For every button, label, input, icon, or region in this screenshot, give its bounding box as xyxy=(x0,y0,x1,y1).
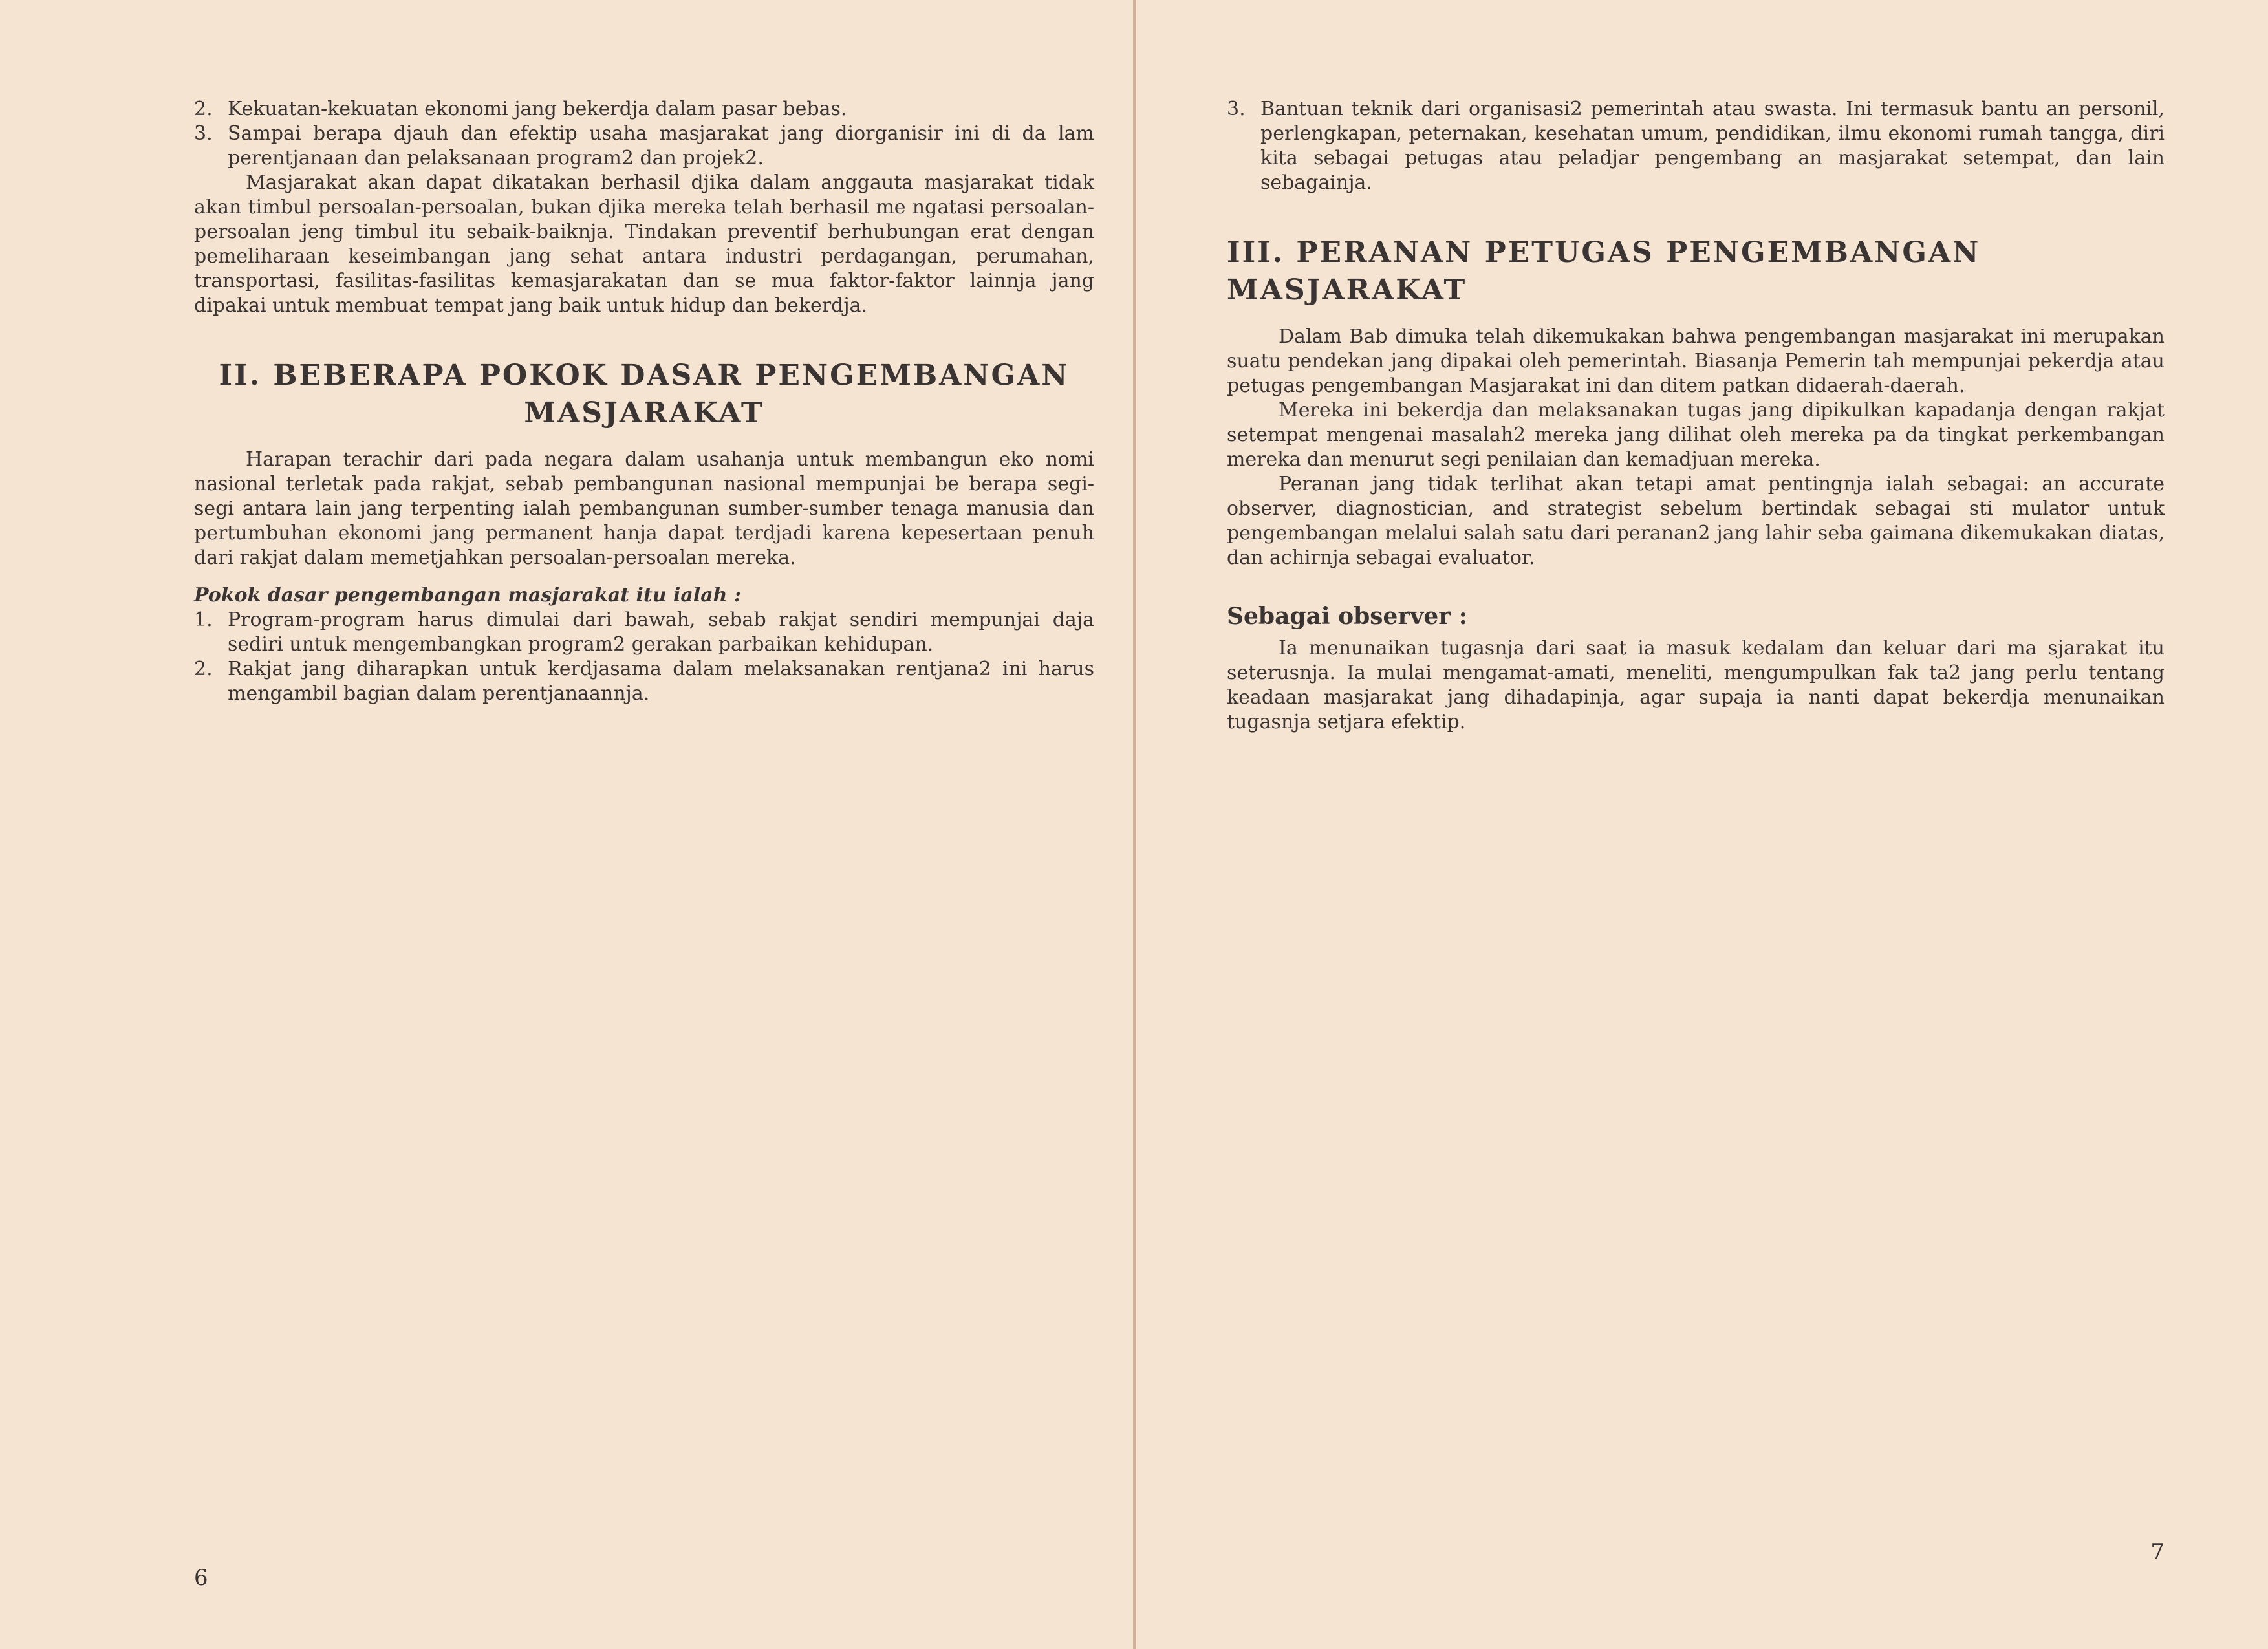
list-item: 3. Sampai berapa djauh dan efektip usaha masjarakat jang diorganisir ini di da lam perentjanaan dan pelaksanaan program2 dan projek2. xyxy=(194,122,1094,169)
paragraph: Masjarakat akan dapat dikatakan berhasil djika dalam anggauta masjarakat tidak akan timbul persoalan-persoalan, bukan djika mereka telah berhasil me ngatasi persoalan-persoalan jeng timbul itu sebaik-baiknja. Tindakan preventif berhubungan erat dengan pemeliharaan keseimbangan jang sehat antara industri perdagangan, perumahan, transportasi, fasilitas-fasilitas kemasjarakatan dan se mua faktor-faktor lainnja jang dipakai untuk membuat tempat jang baik untuk hidup dan bekerdja. xyxy=(194,171,1094,317)
left-page xyxy=(0,0,1133,1649)
right-page xyxy=(1136,0,2268,1649)
observer-heading: Sebagai observer : xyxy=(1227,603,1468,630)
right-paragraphs xyxy=(1227,325,2165,570)
section-heading-3: III. PERANAN PETUGAS PENGEMBANGAN MASJARAKAT xyxy=(1227,236,1981,307)
page-number: 6 xyxy=(194,1565,208,1591)
paragraph: Ia menunaikan tugasnja dari saat ia masuk kedalam dan keluar dari ma sjarakat itu seterusnja. Ia mulai mengamat-amati, meneliti, mengumpulkan fak ta2 jang perlu tentang keadaan masjarakat jang dihadapinja, agar supaja ia nanti dapat bekerdja menunaikan tugasnja setjara efektip. xyxy=(1227,637,2165,733)
page-number: 7 xyxy=(2150,1539,2165,1565)
left-paragraphs xyxy=(194,171,1094,318)
observer-paragraphs xyxy=(1227,636,2165,735)
list-item: 3. Bantuan teknik dari organisasi2 pemerintah atau swasta. Ini termasuk bantu an personil, perlengkapan, peternakan, kesehatan umum, pendidikan, ilmu ekonomi rumah tangga, diri kita sebagai petugas atau peladjar pengembang an masjarakat setempat, dan lain sebagainja. xyxy=(1227,98,2165,194)
paragraph: Mereka ini bekerdja dan melaksanakan tugas jang dipikulkan kapadanja dengan rakjat setempat mengenai masalah2 mereka jang dilihat oleh mereka pa da tingkat perkembangan mereka dan menurut segi penilaian dan kemadjuan mereka. xyxy=(1227,399,2165,471)
list-item: 2. Rakjat jang diharapkan untuk kerdjasama dalam melaksanakan rentjana2 ini harus mengambil bagian dalam perentjanaannja. xyxy=(194,658,1094,705)
pokok-list xyxy=(194,608,1094,706)
list-item: 2. Kekuatan-kekuatan ekonomi jang bekerdja dalam pasar bebas. xyxy=(194,98,847,120)
top-list xyxy=(194,97,1094,171)
section-heading-2: II. BEBERAPA POKOK DASAR PENGEMBANGAN MASJARAKAT xyxy=(219,359,1070,429)
pokok-label: Pokok dasar pengembangan masjarakat itu ialah : xyxy=(194,584,742,607)
harapan-paragraph: Harapan terachir dari pada negara dalam usahanja untuk membangun eko nomi nasional terletak pada rakjat, sebab pembangunan nasional mempunjai be berapa segi-segi antara lain jang terpenting ialah pembangunan sumber-sumber tenaga manusia dan pertumbuhan ekonomi jang permanent hanja dapat terdjadi karena kepesertaan penuh dari rakjat dalam memetjahkan persoalan-persoalan mereka. xyxy=(194,448,1094,569)
intro-list xyxy=(1227,97,2165,195)
paragraph: Dalam Bab dimuka telah dikemukakan bahwa pengembangan masjarakat ini merupakan suatu pendekan jang dipakai oleh pemerintah. Biasanja Pemerin tah mempunjai pekerdja atau petugas pengembangan Masjarakat ini dan ditem patkan didaerah-daerah. xyxy=(1227,325,2165,397)
paragraph: Peranan jang tidak terlihat akan tetapi amat pentingnja ialah sebagai: an accurate observer, diagnostician, and strategist sebelum bertindak sebagai sti mulator untuk pengembangan melalui salah satu dari peranan2 jang lahir seba gaimana dikemukakan diatas, dan achirnja sebagai evaluator. xyxy=(1227,473,2165,569)
list-item: 1. Program-program harus dimulai dari bawah, sebab rakjat sendiri mempunjai daja sediri untuk mengembangkan program2 gerakan parbaikan kehidupan. xyxy=(194,609,1094,656)
